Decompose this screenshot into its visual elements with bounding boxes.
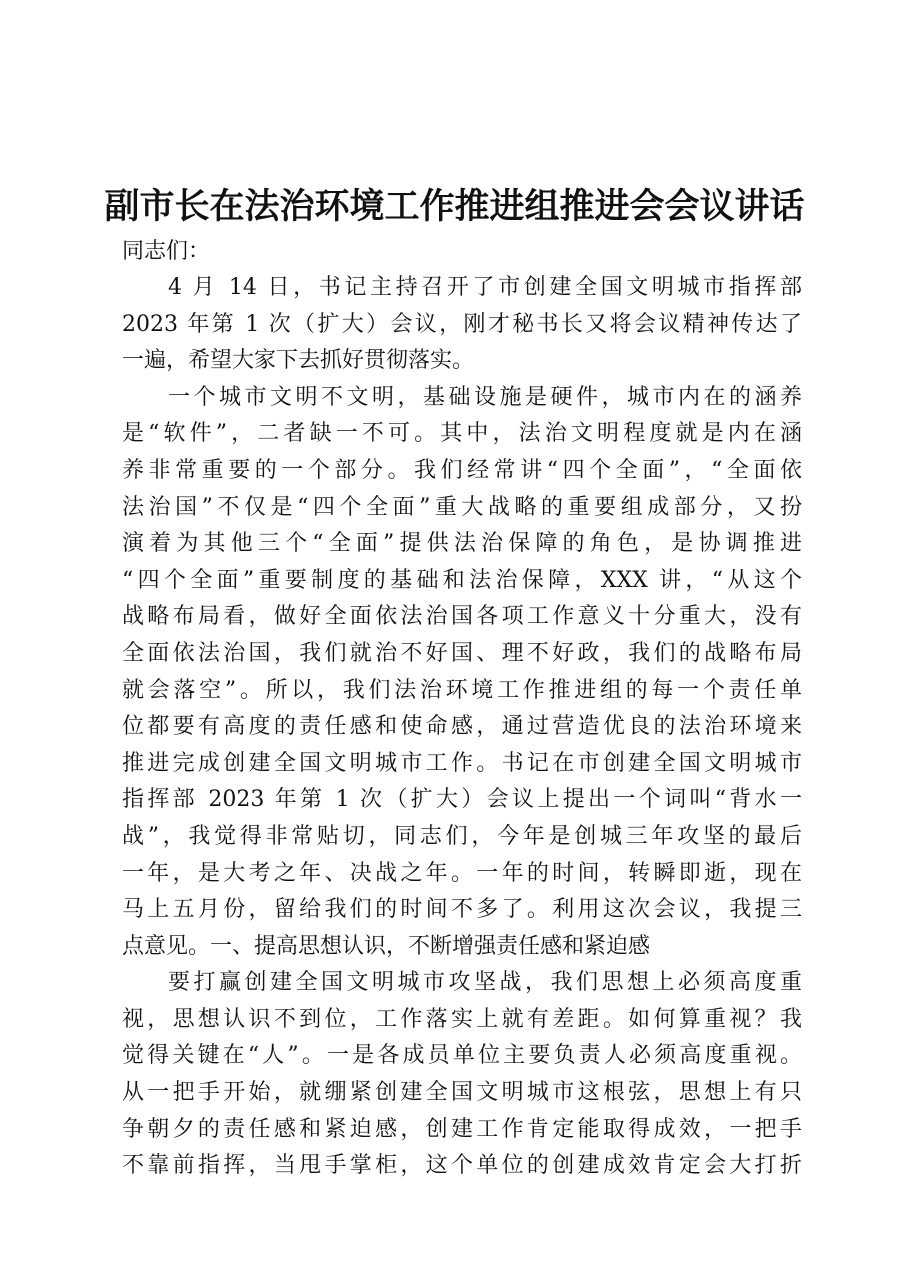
text-line: 从一把手开始，就绷紧创建全国文明城市这根弦，思想上有只 <box>122 1080 802 1106</box>
text-line: 觉得关键在“人”。一是各成员单位主要负责人必须高度重视。 <box>122 1043 802 1069</box>
text-line: 指挥部 2023 年第 1 次（扩大）会议上提出一个词叫“背水一 <box>122 787 802 813</box>
text-line: 全面依法治国，我们就治不好国、理不好政，我们的战略布局 <box>122 640 802 666</box>
page-title: 副市长在法治环境工作推进组推进会会议讲话 <box>104 186 805 227</box>
text-line: 一年，是大考之年、决战之年。一年的时间，转瞬即逝，现在 <box>122 860 802 886</box>
text-line: 2023 年第 1 次（扩大）会议，刚才秘书长又将会议精神传达了 <box>122 311 802 337</box>
text-line: 一遍，希望大家下去抓好贯彻落实。 <box>122 348 475 374</box>
text-line: 马上五月份，留给我们的时间不多了。利用这次会议，我提三 <box>122 897 802 923</box>
text-line: 要打赢创建全国文明城市攻坚战，我们思想上必须高度重 <box>168 970 802 996</box>
text-line: 是“软件”，二者缺一不可。其中，法治文明程度就是内在涵 <box>122 421 802 447</box>
text-line: 点意见。一、提高思想认识，不断增强责任感和紧迫感 <box>122 933 651 959</box>
text-line: 一个城市文明不文明，基础设施是硬件，城市内在的涵养 <box>168 384 802 410</box>
text-line: 争朝夕的责任感和紧迫感，创建工作肯定能取得成效，一把手 <box>122 1116 802 1142</box>
text-line: 推进完成创建全国文明城市工作。书记在市创建全国文明城市 <box>122 750 802 776</box>
text-line: 战略布局看，做好全面依法治国各项工作意义十分重大，没有 <box>122 604 802 630</box>
text-line: 演着为其他三个“全面”提供法治保障的角色，是协调推进 <box>122 531 802 557</box>
text-line: 4 月 14 日，书记主持召开了市创建全国文明城市指挥部 <box>168 275 802 300</box>
text-line: 法治国”不仅是“四个全面”重大战略的重要组成部分，又扮 <box>122 494 802 520</box>
text-line: 位都要有高度的责任感和使命感，通过营造优良的法治环境来 <box>122 714 802 740</box>
text-line: 战”，我觉得非常贴切，同志们，今年是创城三年攻坚的最后 <box>122 823 802 849</box>
text-line: 视，思想认识不到位，工作落实上就有差距。如何算重视？我 <box>122 1006 802 1032</box>
text-line: 养非常重要的一个部分。我们经常讲“四个全面”，“全面依 <box>122 457 802 483</box>
text-line: 就会落空”。所以，我们法治环境工作推进组的每一个责任单 <box>122 677 802 703</box>
text-line: “四个全面”重要制度的基础和法治保障，XXX 讲，“从这个 <box>122 567 802 593</box>
text-line: 不靠前指挥，当甩手掌柜，这个单位的创建成效肯定会大打折 <box>122 1153 802 1179</box>
salutation: 同志们： <box>122 239 211 264</box>
speech-body <box>122 233 802 1185</box>
